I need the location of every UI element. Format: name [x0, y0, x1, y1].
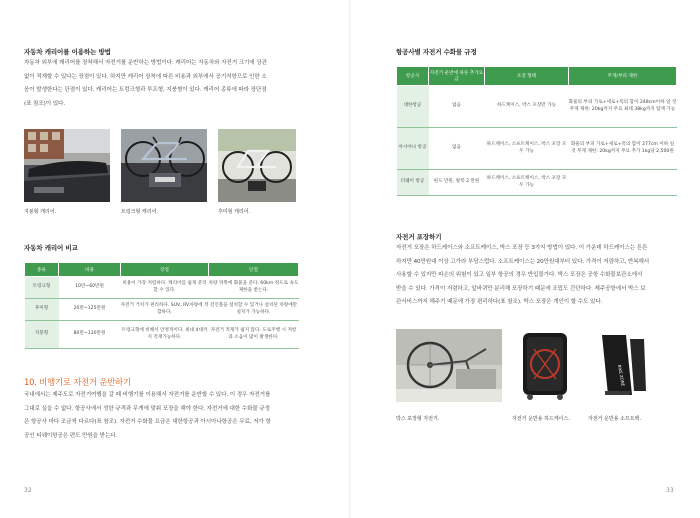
airline-rules-table — [396, 66, 677, 196]
table-row: 아시아나 항공 없음 하드케이스, 소프트케이스, 박스 포장 모두 가능 화물의 부피 가로+세로+폭의 합이 277cm 이하 일 것 무게 제한: 20kg까지 무료 추가 1kg당 2,500원 — [397, 128, 677, 170]
carrier-compare-heading: 자동차 캐리어 비교 — [24, 244, 78, 252]
section-title-airplane: 10. 비행기로 자전거 운반하기 — [24, 377, 131, 387]
caption-hard-case: 자전거 운반용 하드케이스. — [512, 416, 570, 422]
packing-paragraph: 자전거 포장은 하드케이스와 소프트케이스, 박스 포장 등 3가지 방법이 있다. 이 가운데 하드케이스는 튼튼 하지만 40만원대 이상 고가라 부담스럽다. 소프트케이스는 20만원대부터 있다. 가격이 저렴하고, 반복해서 사용할 수 있지만 파손의 위험이 있고 일부 항공의 경우 반입불가다. 박스 포장은 공항 수화물보관소에서 받을 수 있다. 가격이 저렴하고, 앞바퀴만 분리해 포장하기 때문에 조립도 간단하다. 제주공항에서 박스 보 관서비스까지 해주기 때문에 가장 편리하다(표 참조). 박스 포장은 개인이 할 수도 있다. — [396, 245, 650, 306]
table-row: 지붕형 80만~130만원 트렁크형에 비해서 안정적이다. 최대 4대까지 적재가능하다. 자전거 적재가 쉽지 않다. 도로주행 시 저항과 소음이 많이 발생한다. — [25, 321, 299, 349]
page-number-left: 32 — [24, 487, 32, 494]
column-header: 장점 — [121, 263, 209, 277]
column-header: 포장 형태 — [485, 67, 569, 86]
hard-case-photo — [516, 329, 576, 402]
table-row: 티웨이 항공 편도 만원, 왕복 2 만원 하드케이스, 소프트케이스, 박스 포장 모두 가능 — [397, 170, 677, 196]
table-row: 트렁크형 10만~60만원 비용이 가장 저렴하다. 캐리어를 쉽게 분리할 수 있다. 차량 뒤쪽에 화물을 준다. 60km 정도로 속도제한을 받는다. — [25, 277, 299, 299]
box-packed-bike-photo — [396, 329, 502, 402]
bike-zone-logo: BIKE ZONE — [617, 364, 626, 387]
caption-trunk-carrier: 트렁크형 캐리어. — [121, 209, 158, 215]
column-header: 단점 — [209, 263, 299, 277]
car-carrier-paragraph: 자동차 외부에 캐리어를 장착해서 자전거를 운반하는 방법이다. 캐리어는 자동차와 자전거 크기에 상관 없이 적재할 수 있다는 장점이 있다. 하지만 캐리어 장착에 따른 비용과 외부에서 공기저항으로 인한 소 음이 발생한다는 단점이 있다. 캐리어는 트렁크형과 루프형, 지붕형이 있다. 캐리어 종류에 따라 장단점 (표 참조)이 있다. — [24, 60, 267, 107]
car-carrier-heading: 자동차 캐리어를 이용하는 방법 — [24, 48, 111, 56]
packing-heading: 자전거 포장하기 — [396, 233, 442, 241]
hitch-carrier-photo — [218, 129, 296, 202]
airplane-paragraph: 국내에서는 제주도로 자전거여행을 갈 때 비행기를 이용해서 자전거를 운반할 수 있다. 이 경우 자전거를 그대로 실을 수 없다. 항공사에서 정한 규격과 무게에 맞춰 포장을 해야 한다. 자전거에 대한 수화물 규정 은 항공사 마다 조금씩 다르다(표 참조). 자전거 수화물 요금은 대한항공과 아시아나항공은 무료, 저가 항 공인 티웨이항공은 편도 만원을 받는다. — [24, 392, 271, 439]
column-header: 무게/부피 제한 — [569, 67, 677, 86]
table-row: 대한항공 없음 하드케이스, 박스 포장만 가능 화물의 부피 가로+세로+폭의 합이 248cm이하 일 것 무게 제한: 20kg까지 무료 최대 38kg까지 탑재 가능 — [397, 86, 677, 128]
table-row: 후미형 20만~125만원 자전거 거치가 편리하다. SUV, RV차량에 적합하다. 견인볼을 설치할 수 있거나 설치된 차량에만 설치가 가능하다. — [25, 299, 299, 321]
caption-hitch-carrier: 후미형 캐리어. — [218, 209, 251, 215]
column-header: 항공사 — [397, 67, 429, 86]
column-header: 비용 — [59, 263, 121, 277]
column-header: 자전거 운반에 따른 추가요금 — [429, 67, 485, 86]
right-page — [350, 0, 700, 518]
trunk-carrier-photo — [121, 129, 207, 202]
carrier-compare-table — [24, 262, 299, 349]
roof-carrier-photo — [24, 129, 110, 202]
caption-box-bike: 박스 포장형 자전거. — [396, 416, 440, 422]
page-number-right: 33 — [666, 487, 674, 494]
column-header: 종류 — [25, 263, 59, 277]
airline-rules-heading: 항공사별 자전거 수화물 규정 — [396, 48, 477, 56]
soft-bag-photo — [592, 329, 654, 402]
caption-soft-bag: 자전거 운반용 소프트백. — [588, 416, 642, 422]
caption-roof-carrier: 지붕형 캐리어. — [24, 209, 57, 215]
